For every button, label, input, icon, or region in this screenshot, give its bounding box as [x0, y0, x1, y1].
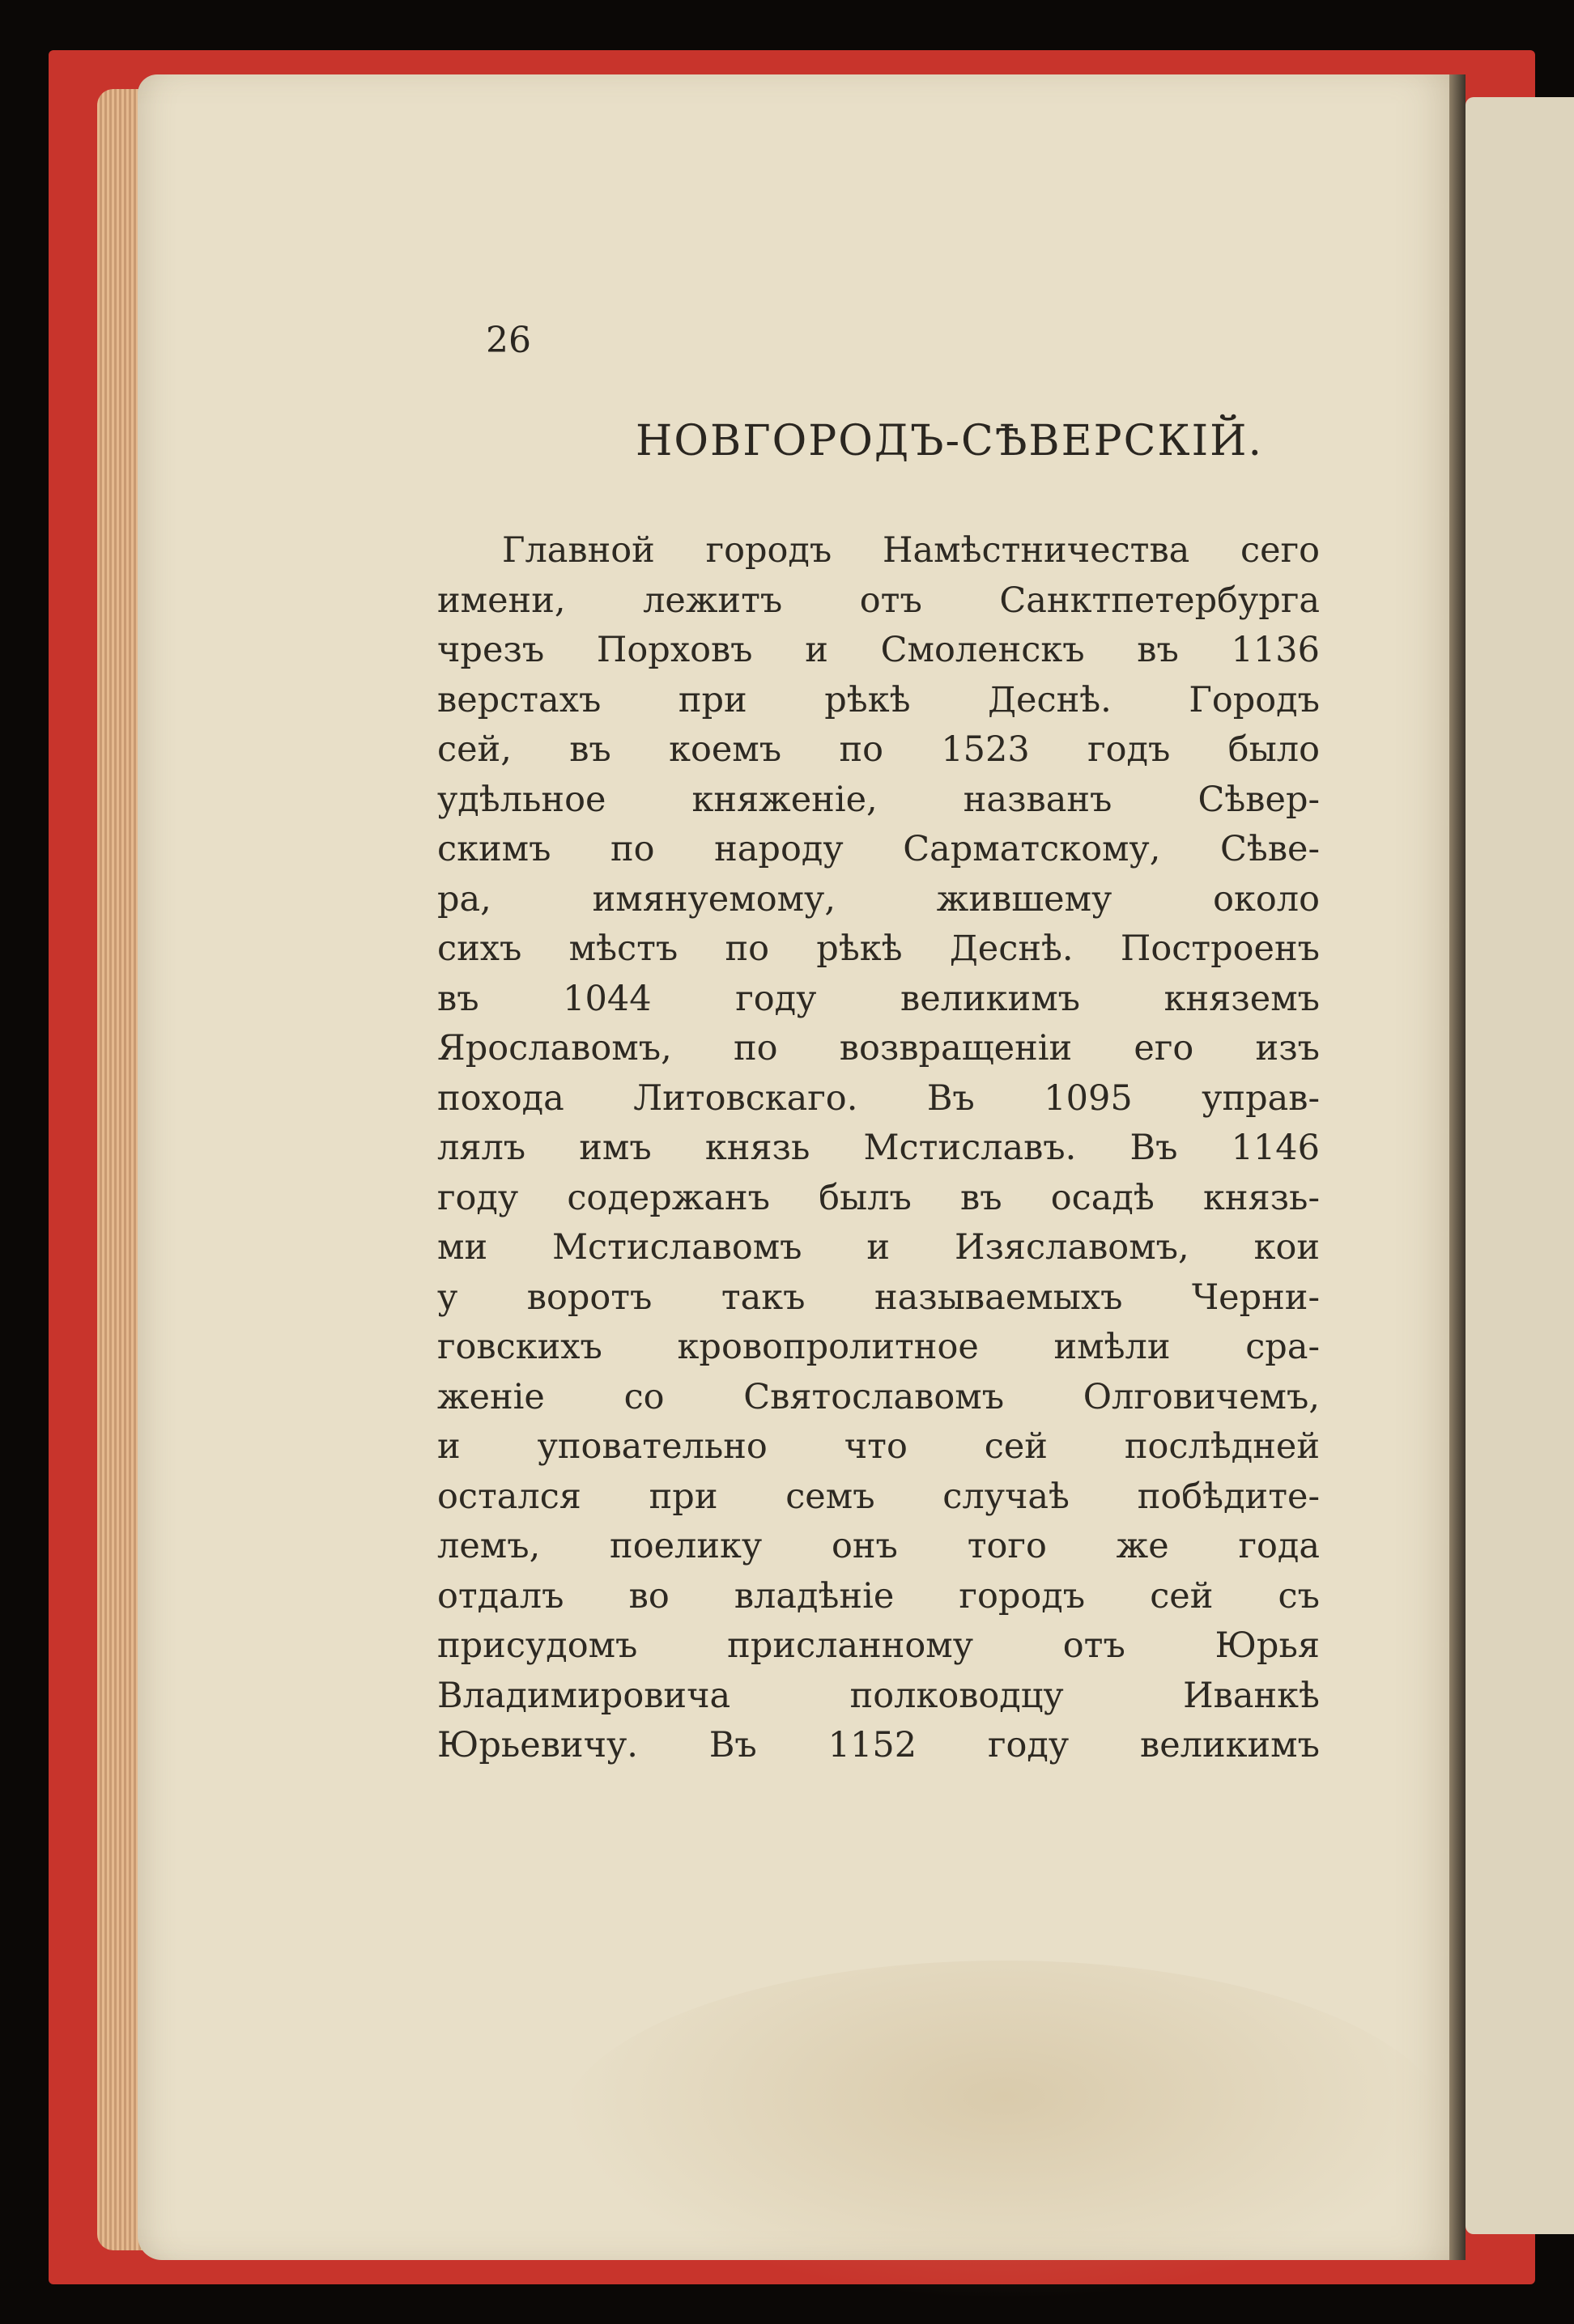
facing-page-edge [1466, 97, 1574, 2234]
text-line: у воротъ такъ называемыхъ Черни- [437, 1277, 1320, 1318]
text-line: имени, лежитъ отъ Санктпетербурга [437, 580, 1320, 621]
text-line: ми Мстиславомъ и Изяславомъ, кои [437, 1227, 1320, 1268]
text-line: женіе со Святославомъ Олговичемъ, [437, 1376, 1320, 1417]
spine-gutter [1449, 74, 1466, 2260]
body-text [437, 526, 1320, 1771]
text-line: сихъ мѣстъ по рѣкѣ Деснѣ. Построенъ [437, 928, 1320, 969]
text-line: удѣльное княженіе, названъ Сѣвер- [437, 779, 1320, 820]
page-number: 26 [486, 320, 531, 361]
text-line: чрезъ Порховъ и Смоленскъ въ 1136 [437, 630, 1320, 670]
text-line: лемъ, поелику онъ того же года [437, 1526, 1320, 1566]
text-line: ра, имянуемому, жившему около [437, 878, 1320, 920]
text-line: отдалъ во владѣніе городъ сей съ [437, 1575, 1320, 1617]
chapter-title: НОВГОРОДЪ-СѢВЕРСКІЙ. [636, 417, 1264, 465]
text-line: верстахъ при рѣкѣ Деснѣ. Городъ [437, 679, 1320, 720]
text-line: остался при семъ случаѣ побѣдите- [437, 1476, 1320, 1517]
text-line: Юрьевичу. Въ 1152 году великимъ [437, 1725, 1320, 1765]
text-line: похода Литовскаго. Въ 1095 управ- [437, 1077, 1320, 1119]
text-line: присудомъ присланному отъ Юрья [437, 1625, 1320, 1666]
text-line: Владимировича полководцу Иванкѣ [437, 1675, 1320, 1716]
text-line: и уповательно что сей послѣдней [437, 1426, 1320, 1467]
text-line: говскихъ кровопролитное имѣли сра- [437, 1327, 1320, 1367]
text-line: сей, въ коемъ по 1523 годъ было [437, 729, 1320, 770]
text-line: скимъ по народу Сарматскому, Сѣве- [437, 829, 1320, 869]
text-line: году содержанъ былъ въ осадѣ князь- [437, 1177, 1320, 1218]
text-line: въ 1044 году великимъ княземъ [437, 978, 1320, 1019]
text-line: Ярославомъ, по возвращеніи его изъ [437, 1028, 1320, 1069]
water-stain [559, 1961, 1449, 2301]
text-line: лялъ имъ князь Мстиславъ. Въ 1146 [437, 1128, 1320, 1168]
text-line: Главной городъ Намѣстничества сего [502, 530, 1320, 571]
